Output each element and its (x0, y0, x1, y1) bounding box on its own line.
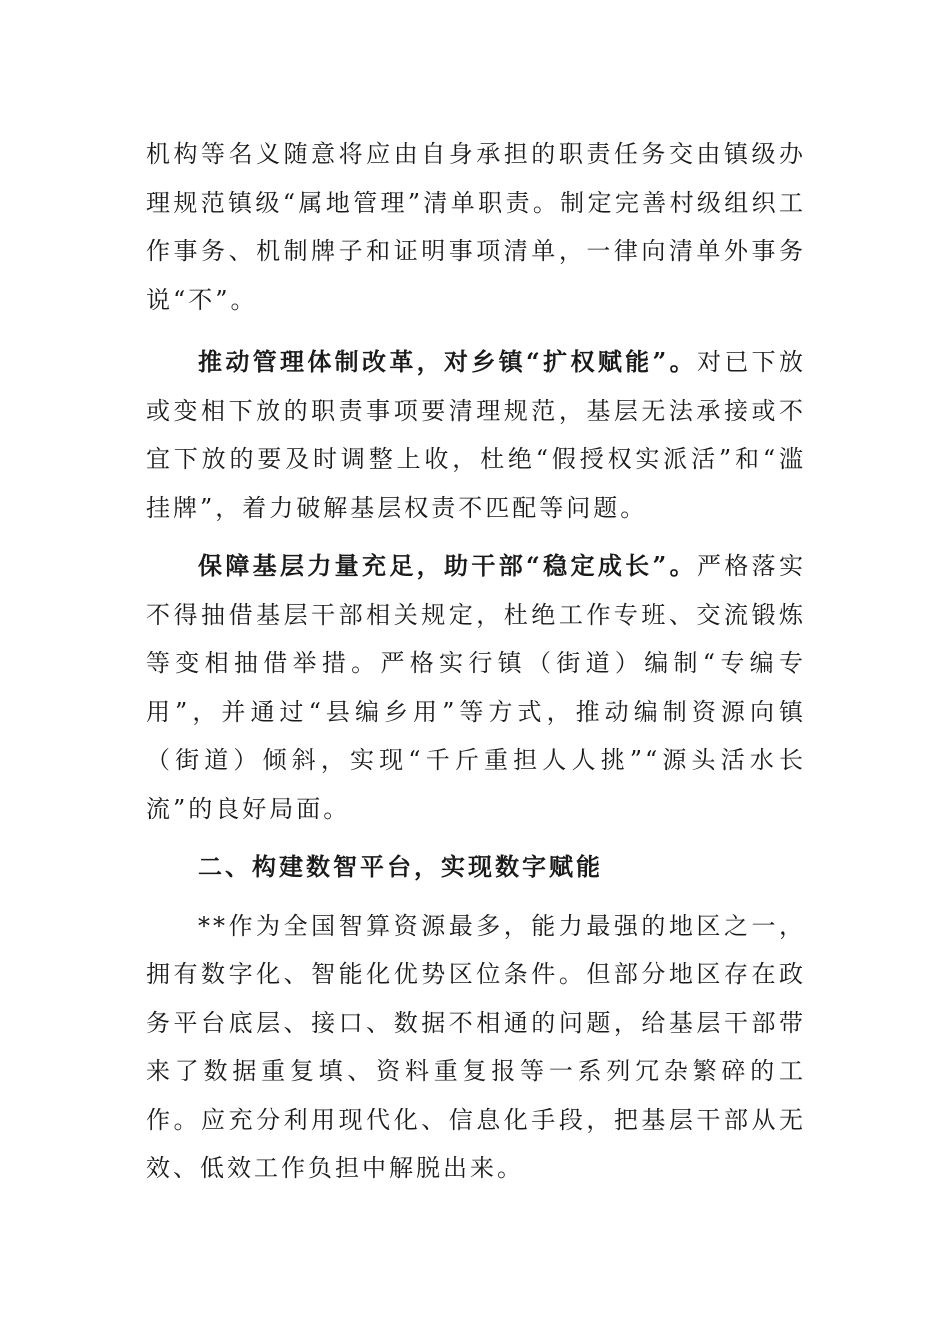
paragraph-staffing (146, 542, 806, 833)
paragraph-continued: 机构等名义随意将应由自身承担的职责任务交由镇级办理规范镇级“属地管理”清单职责。制定完善村级组织工作事务、机制牌子和证明事项清单，一律向清单外事务说“不”。 (146, 140, 806, 314)
paragraph-lead-reform: 推动管理体制改革，对乡镇“扩权赋能”。 (198, 347, 697, 376)
section-heading: 二、构建数智平台，实现数字赋能 (198, 852, 603, 881)
paragraph-body-reform: 对已下放或变相下放的职责事项要清理规范，基层无法承接或不宜下放的要及时调整上收，杜绝“假授权实派活”和“滥挂牌”，着力破解基层权责不匹配等问题。 (146, 348, 807, 522)
document-page (146, 130, 806, 1193)
paragraph-lead-staffing: 保障基层力量充足，助干部“稳定成长”。 (198, 551, 697, 580)
paragraph-digital: **作为全国智算资源最多，能力最强的地区之一，拥有数字化、智能化优势区位条件。但部分地区存在政务平台底层、接口、数据不相通的问题，给基层干部带来了数据重复填、资料重复报等一系列冗杂繁碎的工作。应充分利用现代化、信息化手段，把基层干部从无效、低效工作负担中解脱出来。 (146, 911, 806, 1182)
paragraph-body-staffing: 严格落实不得抽借基层干部相关规定，杜绝工作专班、交流锻炼等变相抽借举措。严格实行镇（街道）编制“专编专用”，并通过“县编乡用”等方式，推动编制资源向镇（街道）倾斜，实现“千斤重担人人挑”“源头活水长流”的良好局面。 (146, 552, 807, 823)
paragraph-reform (146, 338, 806, 532)
